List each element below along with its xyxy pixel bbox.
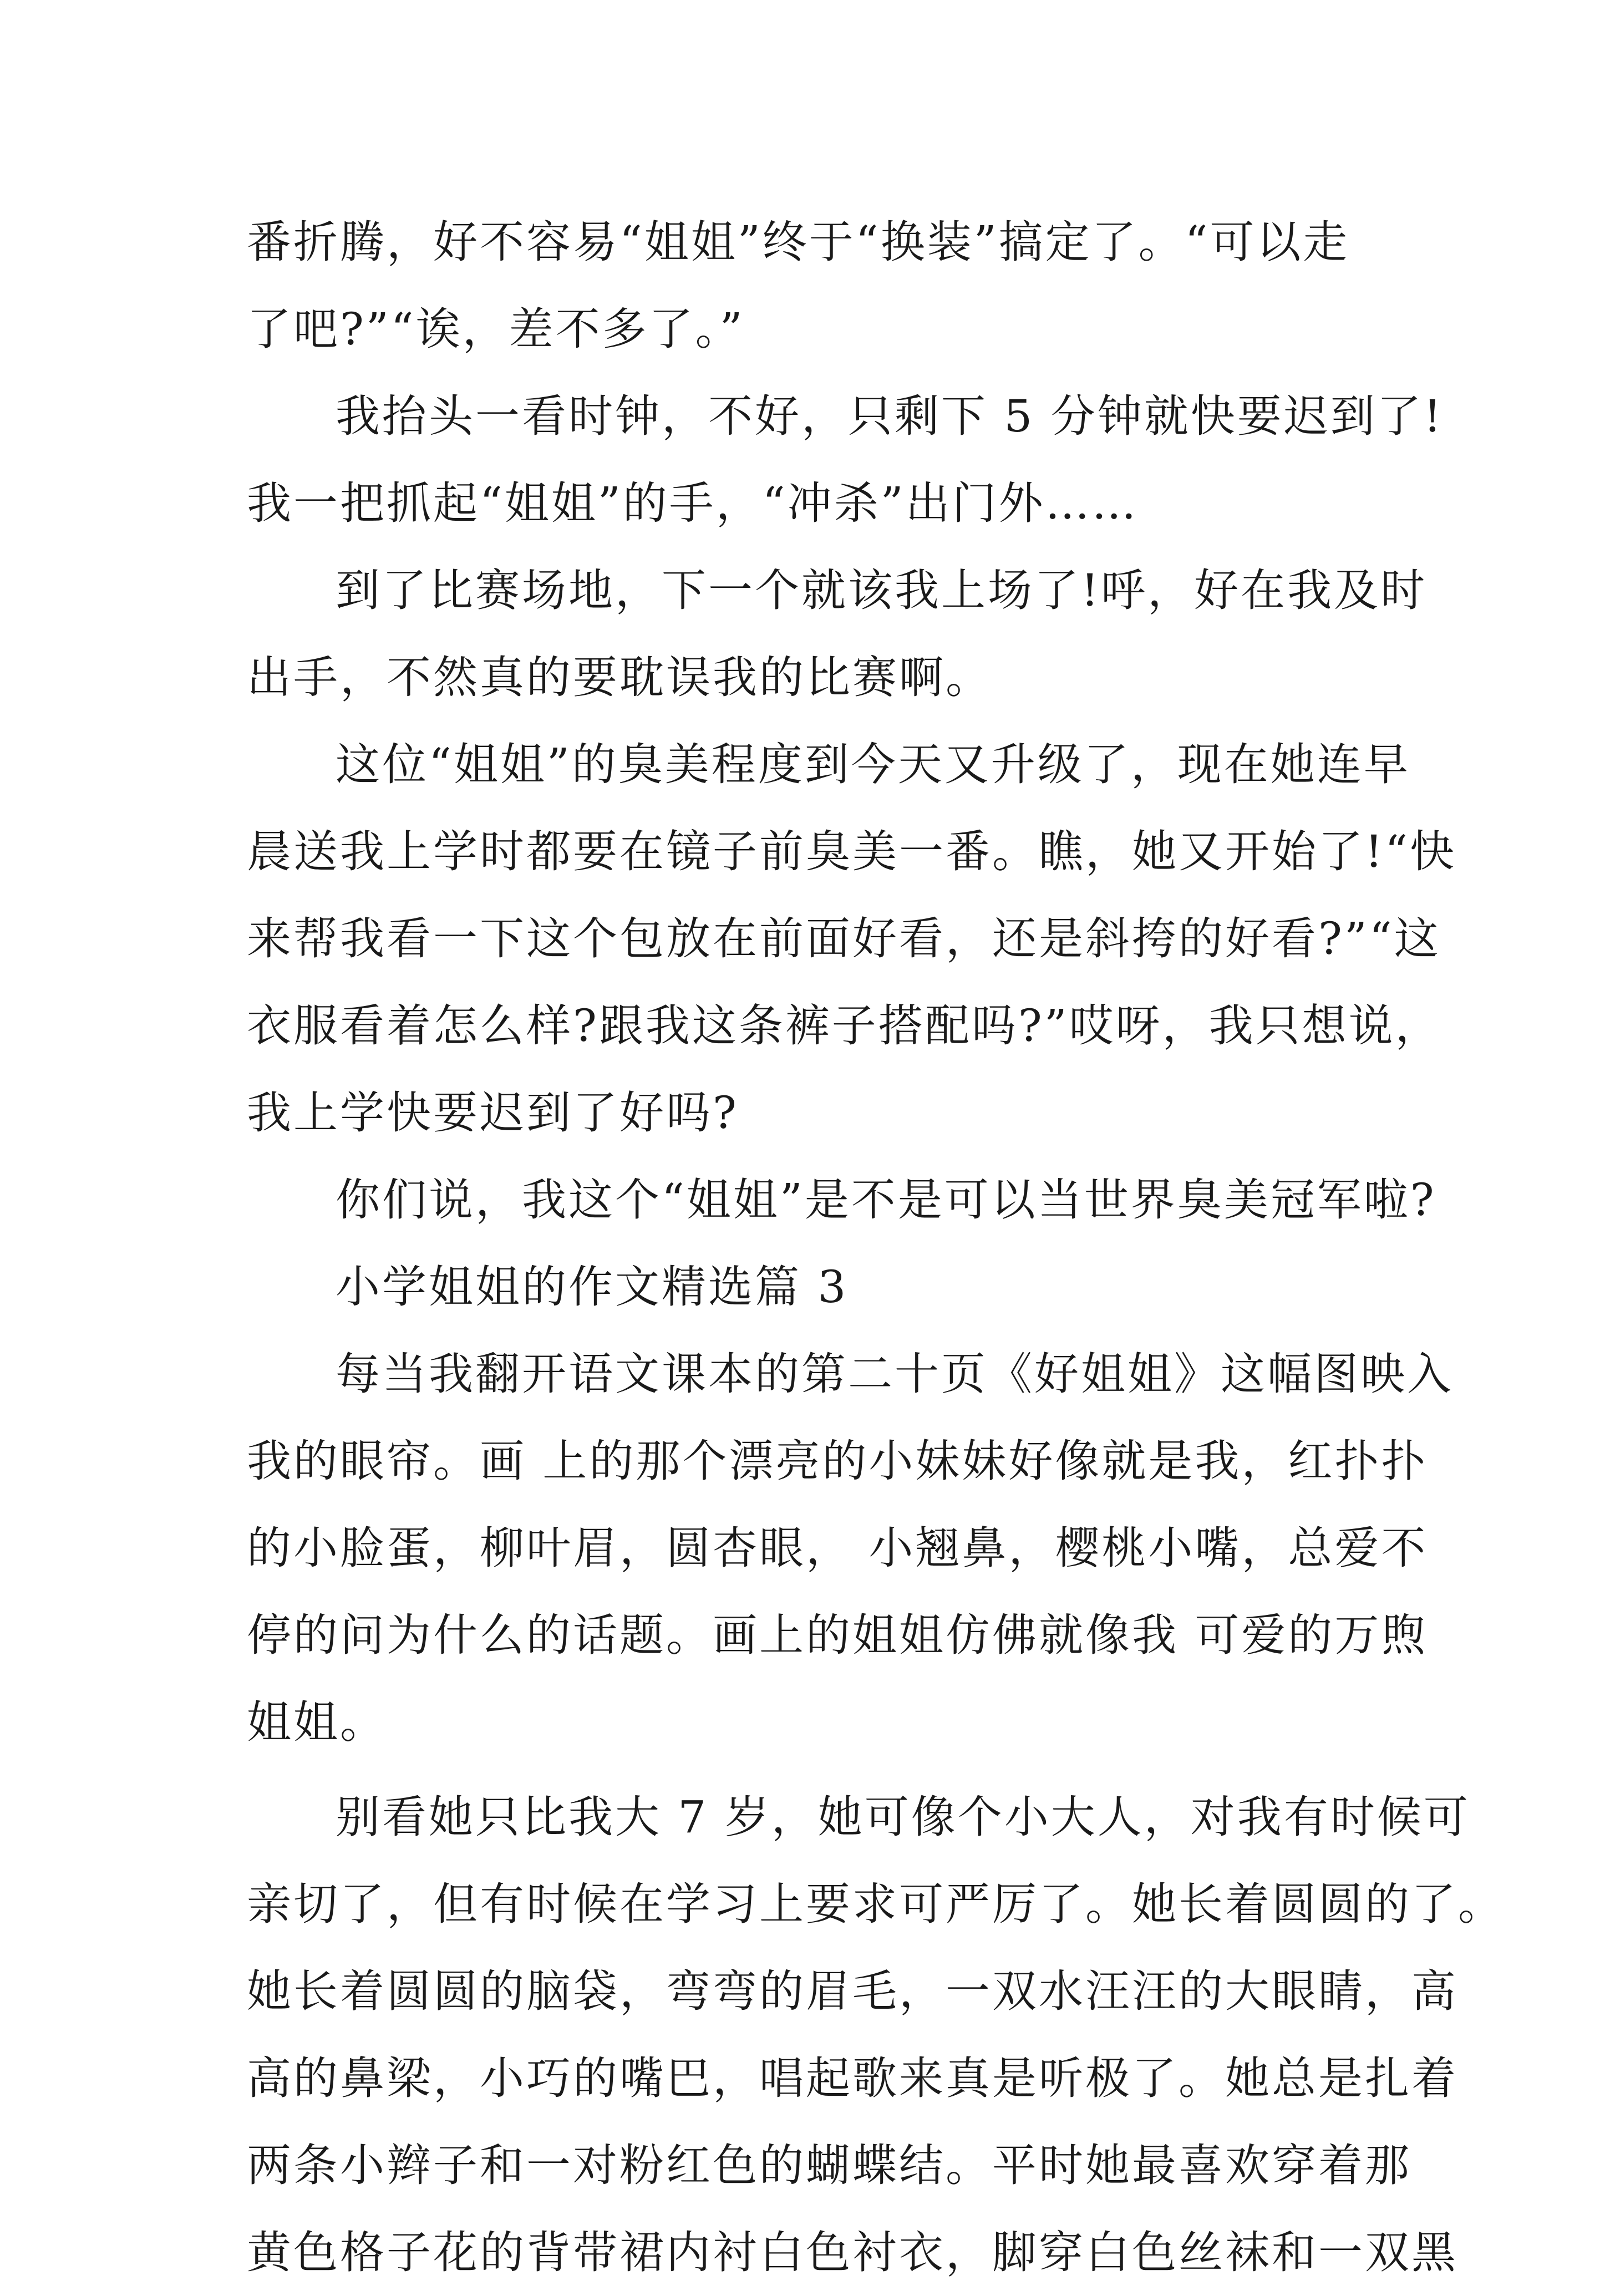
text-line: 高的鼻梁，小巧的嘴巴，唱起歌来真是听极了。她总是扎着 [247, 2053, 1458, 2104]
text-line: 我抬头一看时钟，不好，只剩下 5 分钟就快要迟到了! [336, 390, 1444, 442]
text-line: 我上学快要迟到了好吗? [247, 1087, 739, 1139]
text-line: 这位“姐姐”的臭美程度到今天又升级了，现在她连早 [336, 739, 1410, 790]
text-line: 到了比赛场地，下一个就该我上场了!呼，好在我及时 [336, 565, 1428, 616]
text-line: 你们说，我这个“姐姐”是不是可以当世界臭美冠军啦? [336, 1174, 1436, 1226]
text-line: 亲切了，但有时候在学习上要求可严厉了。她长着圆圆的了。 [247, 1878, 1505, 1930]
text-line: 了吧?”“诶，差不多了。” [247, 303, 745, 355]
text-line: 黄色格子花的背带裙内衬白色衬衣，脚穿白色丝袜和一双黑 [247, 2227, 1458, 2278]
text-line: 来帮我看一下这个包放在前面好看，还是斜挎的好看?”“这 [247, 913, 1441, 964]
text-line: 别看她只比我大 7 岁，她可像个小大人，对我有时候可 [336, 1791, 1470, 1843]
text-line: 她长着圆圆的脑袋，弯弯的眉毛，一双水汪汪的大眼睛，高 [247, 1965, 1458, 2017]
text-line: 停的问为什么的话题。画上的姐姐仿佛就像我 可爱的万煦 [247, 1609, 1428, 1661]
text-line: 番折腾，好不容易“姐姐”终于“换装”搞定了。“可以走 [247, 216, 1350, 268]
text-line: 两条小辫子和一对粉红色的蝴蝶结。平时她最喜欢穿着那 [247, 2140, 1411, 2191]
text-line: 每当我翻开语文课本的第二十页《好姐姐》这幅图映入 [336, 1348, 1454, 1400]
text-line: 衣服看着怎么样?跟我这条裤子搭配吗?”哎呀，我只想说， [247, 1000, 1442, 1052]
text-line: 晨送我上学时都要在镜子前臭美一番。瞧，她又开始了!“快 [247, 826, 1457, 877]
text-line: 我的眼帘。画 上的那个漂亮的小妹妹好像就是我，红扑扑 [247, 1435, 1428, 1487]
section-heading: 小学姐姐的作文精选篇 3 [336, 1261, 849, 1313]
text-line: 我一把抓起“姐姐”的手，“冲杀”出门外…… [247, 478, 1139, 529]
text-line: 出手，不然真的要耽误我的比赛啊。 [247, 652, 992, 703]
text-line: 的小脸蛋，柳叶眉，圆杏眼， 小翘鼻，樱桃小嘴，总爱不 [247, 1522, 1428, 1574]
text-line: 姐姐。 [247, 1696, 387, 1748]
document-body [247, 199, 1505, 2296]
paragraph-spacer [247, 1766, 1373, 1774]
